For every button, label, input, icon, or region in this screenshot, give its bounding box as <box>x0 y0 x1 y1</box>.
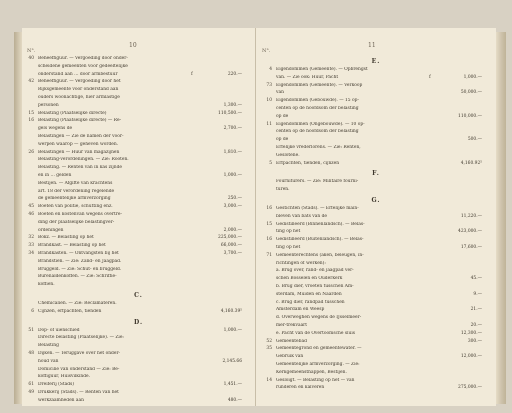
entry-number: 34 <box>28 251 34 256</box>
ledger-row <box>256 354 496 360</box>
ledger-row <box>256 114 496 120</box>
entry-text: mer-trekvaart <box>276 323 308 328</box>
ledger-row <box>256 245 496 251</box>
entry-text: Gebruik van <box>276 354 304 360</box>
entry-amount: 423,000.— <box>458 229 482 235</box>
entry-text: Belastingen — Zie de namen der voor- <box>38 134 124 139</box>
entry-amount: 11,220.— <box>460 213 482 219</box>
entry-text: onderstand aan … door armbestuur <box>38 71 118 77</box>
ledger-row <box>256 90 496 96</box>
ledger-row <box>22 382 255 388</box>
entry-amount: 3,000.— <box>223 204 242 210</box>
right-page <box>256 28 496 406</box>
entry-text: Dop- of uienschied <box>38 327 80 333</box>
ledger-row <box>22 359 255 365</box>
entry-number: 52 <box>266 338 272 344</box>
ledger-row <box>22 118 255 124</box>
entry-text: Drukkerij (Stads). — Renten van het <box>38 390 119 395</box>
entry-amount: 12,000.— <box>460 354 482 360</box>
ledger-row <box>22 72 255 78</box>
entry-number: 26 <box>28 149 34 155</box>
ledger-row <box>22 204 255 210</box>
ledger-row <box>256 362 496 368</box>
ledger-row <box>22 309 255 315</box>
ledger-row <box>256 187 496 193</box>
ledger-row <box>256 339 496 345</box>
ledger-row <box>256 284 496 290</box>
ledger-row <box>22 374 255 380</box>
ledger-row <box>256 346 496 352</box>
section-letter: E. <box>371 58 381 65</box>
ledger-row <box>22 220 255 226</box>
entry-text: Belasting-verordeningen. — Zie: Rooten. <box>38 157 129 163</box>
entry-text: Erfelijke vrederlorens. — Zie: Renten, <box>276 145 361 150</box>
entry-text: Brandkast. — Belasting op het <box>38 243 106 249</box>
ledger-row <box>22 235 255 241</box>
ledger-row <box>22 398 255 404</box>
entry-amount: 45.— <box>470 276 482 282</box>
entry-number: 16 <box>266 206 272 211</box>
entry-number: 5 <box>269 160 272 166</box>
entry-text: personen <box>38 102 59 108</box>
entry-amount: 66,000.— <box>220 243 242 249</box>
entry-number: 33 <box>28 243 34 249</box>
entry-text: Dreiferij (Stads) <box>38 382 74 388</box>
ledger-row <box>256 122 496 128</box>
entry-text: bleven van bats van de <box>276 213 328 219</box>
ledger-row <box>22 259 255 265</box>
entry-number: 32 <box>28 235 34 241</box>
ledger-row <box>256 67 496 73</box>
entry-number: 15 <box>266 221 272 227</box>
ledger-row <box>22 95 255 101</box>
entry-number: 15 <box>28 110 34 116</box>
entry-text: Eigendommen (Gemeente). — Verkoop <box>276 82 363 88</box>
ledger-row <box>22 165 255 171</box>
ledger-row <box>256 253 496 259</box>
entry-amount: 2,145.66 <box>222 358 242 364</box>
entry-number: 14 <box>266 377 272 383</box>
entry-text: koffiguur, Huisvilkinde. <box>38 374 91 380</box>
entry-number: 16 <box>28 118 34 124</box>
entry-text: sterdam, Muiden en Naarden <box>276 291 342 297</box>
entry-text: de gemeentelijke armverzorging <box>38 196 111 202</box>
entry-amount: 1,000.— <box>223 327 242 333</box>
ledger-row <box>256 206 496 212</box>
entry-text: scheidene gemeenten voor gedeeltelijke <box>38 63 128 69</box>
ledger-row <box>22 343 255 349</box>
ledger-row <box>22 274 255 280</box>
entry-amount: 225,000.— <box>218 235 242 241</box>
entry-text: b. Brûg dier, vroeten tusschen Am- <box>276 284 354 289</box>
entry-text: Belasting (Plaatselijke directe) <box>38 110 107 116</box>
ledger-row <box>22 243 255 249</box>
ledger-row <box>22 267 255 273</box>
entry-text: Belasting. — Renten van in kas zijnde <box>38 165 122 171</box>
entry-text: van. — Zie ook: Huur, Pacht <box>276 74 339 80</box>
ledger-row <box>22 390 255 396</box>
entry-amount: 275,000.— <box>458 385 482 391</box>
entry-text: Gemeenterechtens (aken, beleugen, in- <box>276 252 364 258</box>
entry-text: c. Brûg dier, randpad tusschen <box>276 299 345 305</box>
entry-amount: 250.— <box>227 196 242 202</box>
section-letter: G. <box>371 197 381 204</box>
entry-text: Gemeentebad <box>276 338 307 344</box>
entry-number: 48 <box>28 351 34 356</box>
ledger-row <box>22 64 255 70</box>
ledger-row <box>256 161 496 167</box>
ledger-row <box>256 237 496 243</box>
ledger-row <box>22 150 255 156</box>
entry-text: Amsterdam en Weesp <box>276 307 325 313</box>
ledger-row <box>22 126 255 132</box>
entry-number: 11 <box>266 121 272 127</box>
ledger-row <box>22 173 255 179</box>
ledger-row <box>22 111 255 117</box>
entry-amount: 1,000.— <box>463 74 482 80</box>
entry-amount: 2,000.— <box>223 227 242 233</box>
entry-text: d. Overweghen wegens de IJsselmeer- <box>276 315 362 321</box>
entry-text: op de <box>276 137 289 143</box>
entry-amount: 2,700.— <box>223 126 242 132</box>
entry-text: Eigendommen (Gebouwde). — 15 op- <box>276 98 359 104</box>
ledger-row <box>256 292 496 298</box>
entry-text: a. Brûg over, rand- en jaagpad ver- <box>276 268 354 274</box>
ledger-row <box>22 181 255 187</box>
entry-amount: 21.— <box>470 307 482 313</box>
ledger-row <box>256 261 496 267</box>
ledger-row <box>256 331 496 337</box>
entry-text: koffien. <box>38 282 55 288</box>
entry-number: 10 <box>266 98 272 104</box>
entry-text: Fourniturers. — Zie: Militaire fourni- <box>276 179 359 185</box>
entry-number: 42 <box>28 79 34 85</box>
left-page <box>22 28 256 406</box>
ledger-row <box>22 282 255 288</box>
entry-text: Belasting <box>38 343 59 349</box>
ledger-row <box>256 214 496 220</box>
entry-amount: 12,300.— <box>460 330 482 336</box>
book-edge-right <box>496 32 506 404</box>
entry-text: Directe belasting (Plaatselijke). — Zie: <box>38 335 124 341</box>
ledger-row <box>256 268 496 274</box>
ledger-row <box>22 134 255 140</box>
column-header-no: N°. <box>262 48 271 54</box>
entry-text: Brandstien. — Zie: Zand- en Jaagpad. <box>38 258 122 264</box>
entry-text: Gemeentelijke armverzorging. — Zie: <box>276 362 360 367</box>
entry-text: Bokz. — Belasting op het <box>38 235 94 241</box>
entry-text: werpen waarop — geheven worden. <box>38 141 119 147</box>
entry-text: Burenaldenkoffen. — Zie: Schriffie- <box>38 274 117 280</box>
entry-text: Domicilie van onderstand — Zie: Be- <box>38 366 120 372</box>
ledger-row <box>256 315 496 321</box>
entry-number: 61 <box>28 382 34 388</box>
entry-text: Geslotene. <box>276 152 300 158</box>
entry-text: Belastingen — Huur van magazijnen <box>38 149 120 155</box>
entry-number: 4 <box>269 67 272 72</box>
entry-text: gels wegens de <box>38 126 73 132</box>
currency-mark: f <box>429 74 431 80</box>
section-letter: C. <box>134 292 143 299</box>
ledger-row <box>22 351 255 357</box>
entry-amount: 110,000.— <box>458 113 482 119</box>
entry-text: Beheeffiguur. — Vergoeding door onder- <box>38 56 128 61</box>
entry-text: Eigendommen (Ongebouwde). — 10 op- <box>276 121 365 127</box>
ledger-row <box>256 129 496 135</box>
entry-number: 16 <box>266 237 272 243</box>
ledger-row <box>256 300 496 306</box>
ledger-row <box>22 189 255 195</box>
ledger-row <box>256 106 496 112</box>
entry-text: houd van <box>38 358 59 364</box>
entry-amount: 20.— <box>470 323 482 328</box>
ledger-row <box>256 83 496 89</box>
entry-text: Gesloigt. — Belasting op het — van <box>276 377 355 383</box>
ledger-row <box>256 307 496 313</box>
entry-text: ding der plaatselijke belastingver- <box>38 219 115 225</box>
entry-text: Rijksgemeente voor onderstand aan <box>38 87 119 93</box>
page-number-left: 10 <box>129 42 137 49</box>
entry-text: werkzaamheden aan <box>38 397 84 403</box>
ledger-row <box>22 56 255 62</box>
entry-text: Beheeffiguur. — Vergoeding door het <box>38 79 121 85</box>
entry-amount: 4,160.92⁵ <box>460 160 482 166</box>
ledger-row <box>22 228 255 234</box>
currency-mark: f <box>191 71 193 77</box>
entry-text: centen op de hoofdsom der belasting <box>276 129 359 135</box>
ledger-row <box>22 251 255 257</box>
entry-text: ting op het <box>276 245 301 250</box>
ledger-row <box>256 98 496 104</box>
entry-amount: 50,000.— <box>460 90 482 96</box>
ledger-row <box>256 75 496 81</box>
ledger-row <box>22 79 255 85</box>
entry-text: Belasting (Plaatselijke directe) — Re- <box>38 118 122 124</box>
entry-text: Erfpachten, tienden, cijnzen <box>276 160 340 166</box>
page-number-right: 11 <box>368 42 376 49</box>
ledger-row <box>22 212 255 218</box>
ledger-row <box>22 87 255 93</box>
entry-text: van <box>276 90 284 96</box>
entry-number: 46 <box>28 212 34 217</box>
entry-text: Gemeentegrond en gemeentewater. — <box>276 346 362 352</box>
entry-amount: 300.— <box>467 338 482 344</box>
entry-text: Eigendommen (Gemeente). — Opbrengst <box>276 67 368 72</box>
ledger-row <box>256 378 496 384</box>
entry-amount: 1,451.— <box>223 382 242 388</box>
ledger-row <box>256 323 496 329</box>
ledger-row <box>256 276 496 282</box>
ledger-row <box>22 196 255 202</box>
entry-text: ouders woonachtige, hier armlastige <box>38 95 120 100</box>
entry-number: 49 <box>28 390 34 395</box>
ledger-row <box>22 142 255 148</box>
entry-text: Kerkgemeensthappen, Bestijen. <box>276 369 347 375</box>
entry-amount: 3,700.— <box>223 251 242 256</box>
entry-number: 73 <box>266 82 272 88</box>
ledger-row <box>256 145 496 151</box>
entry-amount: 110,500.— <box>218 110 242 116</box>
section-letter: D. <box>133 318 144 326</box>
entry-text: centen op de hoofdsom der belasting <box>276 106 359 111</box>
section-letter: F. <box>372 170 380 178</box>
ledger-row <box>256 222 496 228</box>
entry-text: e. Pacht van de Overtoomsche sluis <box>276 330 356 336</box>
entry-text: Gestichten (Stads). — Erfelijke main- <box>276 206 359 211</box>
ledger-row <box>22 335 255 341</box>
entry-text: Gedistilleerd (Buitenlandsch). — Belas- <box>276 237 364 243</box>
entry-amount: 4,160.39⁵ <box>220 308 242 314</box>
entry-number: 40 <box>28 56 34 61</box>
entry-text: Boeten en kostenvan wegens overtre- <box>38 212 122 217</box>
entry-amount: 1,810.— <box>223 149 242 155</box>
ledger-row <box>256 153 496 159</box>
ledger-row <box>256 137 496 143</box>
entry-amount: 480.— <box>227 397 242 403</box>
entry-amount: 220.— <box>227 71 242 77</box>
entry-amount: 500.— <box>467 137 482 143</box>
entry-text: ordeningen <box>38 227 64 233</box>
ledger-row <box>256 179 496 185</box>
entry-number: 51 <box>28 327 34 333</box>
entry-text: Cijnzen, erfpachten, tienden <box>38 308 102 314</box>
ledger-row <box>22 328 255 334</box>
entry-number: 35 <box>266 346 272 352</box>
entry-text: schen Bosselen en Ouderkerk <box>276 276 343 282</box>
entry-number: 71 <box>266 252 272 258</box>
entry-text: Brandkasten. — Ontvangsten bij het <box>38 251 119 256</box>
entry-text: runderen en kalveren <box>276 385 325 391</box>
ledger-row <box>22 367 255 373</box>
entry-text: ting op het <box>276 229 301 235</box>
entry-text: Gedistilleerd (Binnenlandsch). — Belas- <box>276 221 365 227</box>
entry-text: Boeten van politie, schutting enz. <box>38 204 113 210</box>
entry-text: en in … gelden <box>38 173 72 178</box>
entry-number: 45 <box>28 204 34 210</box>
entry-text: Bruggeld. — Zie: Schut- en bruggeld. <box>38 266 122 272</box>
ledger-row <box>22 103 255 109</box>
entry-amount: 17,600.— <box>460 245 482 250</box>
entry-text: op de <box>276 113 289 119</box>
entry-amount: 1,000.— <box>223 173 242 178</box>
ledger-row <box>256 370 496 376</box>
column-header-no: N°. <box>27 48 36 54</box>
entry-text: Chemicaliën. — Zie: Reclamateren. <box>38 301 117 306</box>
ledger-row <box>22 157 255 163</box>
entry-number: 6 <box>31 308 34 314</box>
entry-text: art. 18 der verordening regelende <box>38 188 115 194</box>
entry-amount: 9.— <box>473 291 482 297</box>
entry-text: richtingen of werken): <box>276 260 326 266</box>
entry-text: Dijken. — Teruggave over het onder- <box>38 351 121 356</box>
entry-text: turen. <box>276 187 290 193</box>
entry-amount: 1,300.— <box>223 102 242 108</box>
ledger-row <box>22 301 255 307</box>
ledger-row <box>256 229 496 235</box>
ledger-row <box>256 385 496 391</box>
book-edge-left <box>14 32 22 404</box>
entry-text: Bestijen. — Afgifte van krachtens <box>38 180 113 186</box>
